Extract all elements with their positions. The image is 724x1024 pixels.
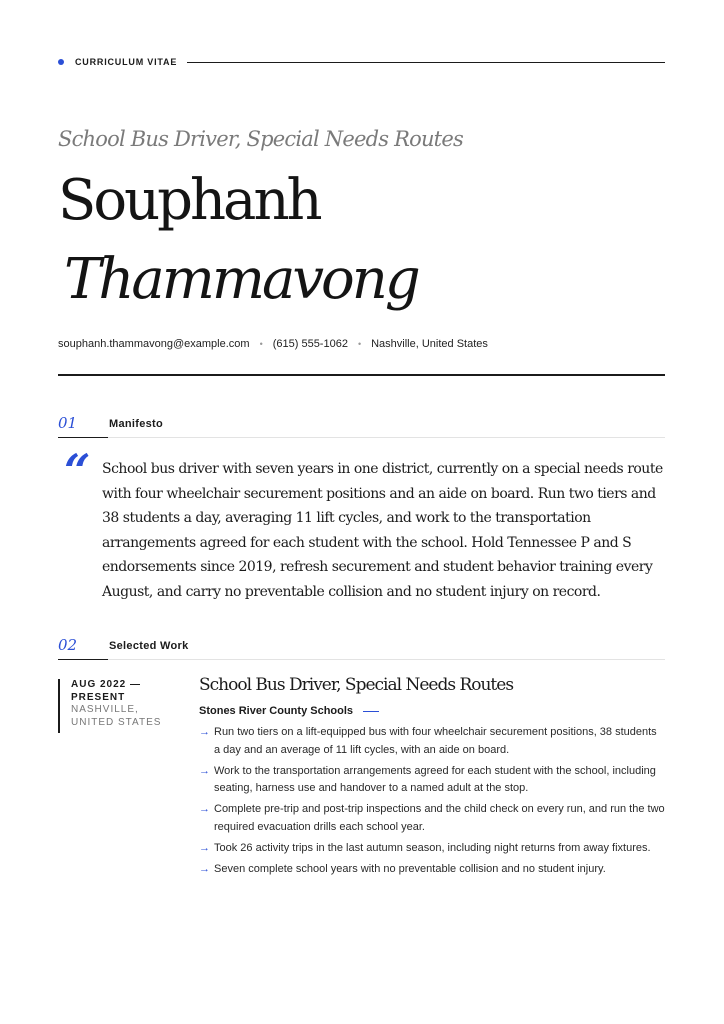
- section-number: 01: [58, 414, 78, 432]
- list-item: [199, 840, 665, 858]
- job-meta: [58, 679, 183, 733]
- accent-dot-icon: [58, 59, 64, 65]
- section-header-work: [58, 636, 665, 660]
- section-number: 02: [58, 636, 78, 654]
- list-item: [199, 861, 665, 879]
- list-item: [199, 801, 665, 836]
- role-title: School Bus Driver, Special Needs Routes: [58, 127, 463, 151]
- contact-separator: •: [357, 339, 362, 349]
- bullet-text: Work to the transportation arrangements agreed for each student with the school, including seating, harness use and handover to a named adult at the stop.: [214, 764, 656, 794]
- first-name: Souphanh: [58, 168, 320, 233]
- section-rule: [108, 659, 665, 660]
- contact-separator: •: [259, 339, 263, 349]
- section-title: Manifesto: [109, 418, 164, 430]
- employer: [199, 705, 379, 717]
- job-location: NASHVILLE, UNITED STATES: [71, 704, 162, 728]
- bullet-text: Seven complete school years with no preventable collision and no student injury.: [214, 862, 606, 875]
- email-link[interactable]: souphanh.thammavong@example.com: [58, 338, 250, 350]
- section-rule: [108, 437, 665, 438]
- employer-name: Stones River County Schools: [199, 705, 354, 717]
- arrow-right-icon: →: [199, 764, 210, 777]
- header-divider: [58, 374, 665, 376]
- section-header-manifesto: [58, 414, 665, 438]
- bullet-text: Took 26 activity trips in the last autumn season, including night returns from away fixtures.: [214, 841, 651, 854]
- phone-number: (615) 555-1062: [272, 338, 348, 350]
- section-number-rule: [58, 437, 108, 438]
- list-item: [199, 724, 665, 759]
- list-item: [199, 763, 665, 798]
- document-label-text: CURRICULUM VITAE: [75, 57, 178, 67]
- arrow-right-icon: →: [199, 803, 210, 815]
- job-bullets: [199, 724, 665, 882]
- contact-line: [58, 338, 488, 350]
- location: Nashville, United States: [371, 338, 488, 350]
- employer-dash: [363, 711, 379, 712]
- arrow-right-icon: →: [199, 841, 210, 854]
- arrow-right-icon: →: [199, 862, 210, 875]
- section-title: Selected Work: [109, 640, 189, 652]
- bullet-text: Run two tiers on a lift-equipped bus with four wheelchair securement positions, 38 students a day and an average of 11 lift cycles, with an aide on board.: [214, 726, 657, 756]
- bullet-text: Complete pre-trip and post-trip inspections and the child check on every run, and run the two required evacuation drills each school year.: [214, 803, 665, 833]
- quote-icon: “: [64, 444, 91, 498]
- job-title: School Bus Driver, Special Needs Routes: [199, 675, 514, 695]
- manifesto-text: School bus driver with seven years in one district, currently on a special needs route with four wheelchair securement positions and an aide on board. Run two tiers and 38 students a day, averaging 11 lift cycles, and work to the transportation arrangements agreed for each student with the school. Hold Tennessee P and S endorsements since 2019, refresh securement and student behavior training every August, and carry no preventable collision and no student injury on record.: [102, 461, 663, 600]
- label-divider: [187, 62, 665, 63]
- last-name: Thammavong: [64, 247, 418, 312]
- arrow-right-icon: →: [199, 726, 210, 738]
- section-number-rule: [58, 659, 108, 660]
- job-dates: AUG 2022 — PRESENT: [71, 679, 142, 703]
- document-label: [58, 55, 665, 69]
